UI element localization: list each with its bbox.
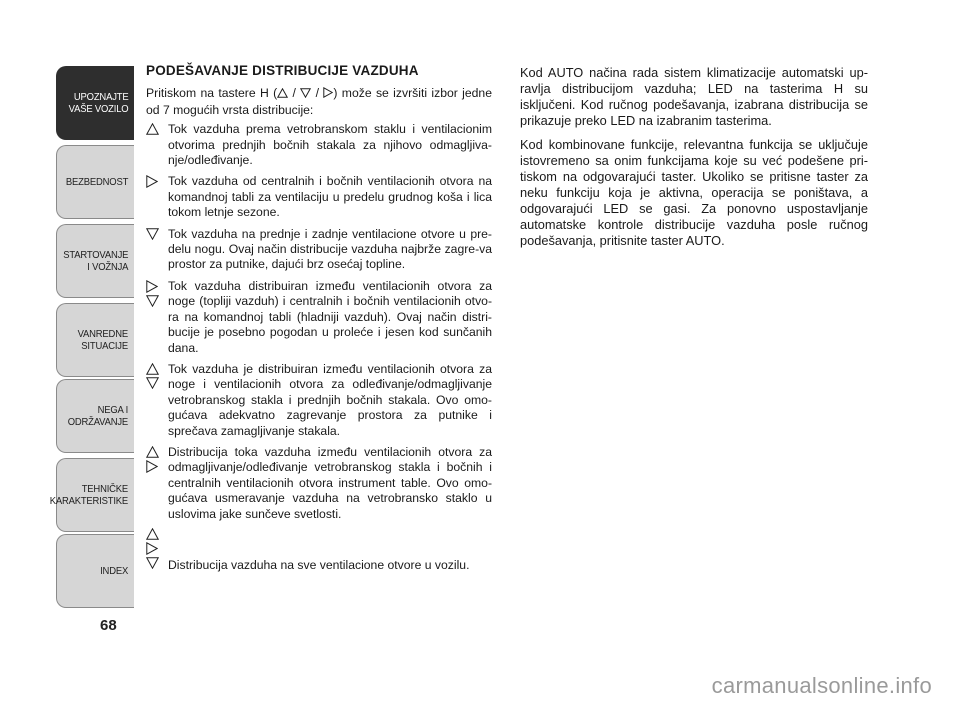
distribution-item-text: Tok vazduha na prednje i zadnje ventilacione otvore u pre-delu nogu. Ovaj način distribucije vazduha najbrže zagre-va prostor za putnike, dajući brz osećaj topline. [168, 226, 492, 272]
arrow-up-icon [146, 123, 159, 135]
chapter-tab-label: UPOZNAJTE VAŠE VOZILO [68, 90, 128, 115]
distribution-icons [146, 363, 160, 391]
chapter-tab-label: VANREDNE SITUACIJE [77, 327, 128, 352]
section-heading: PODEŠAVANJE DISTRIBUCIJE VAZDUHA [146, 63, 419, 78]
arrow-down-icon [300, 87, 311, 102]
right-column [520, 65, 868, 257]
right-paragraph: Kod kombinovane funkcije, relevantna funkcija se uključuje istovremeno sa onim funkcijama koje su već podešene pri-tiskom na odgovarajući taster. Ukoliko se pritisne taster za neku funkciju koja je aktivna, operacija se poništava, a odgovarajući LED se gasi. Za ponovno uspostavljanje automatske kontrole distribucije vazduha posle ručnog podešavanja, pritisnite taster AUTO. [520, 137, 868, 248]
distribution-item [146, 445, 492, 522]
watermark: carmanualsonline.info [711, 673, 932, 698]
distribution-icons [146, 175, 160, 190]
distribution-item [146, 122, 492, 168]
intro-text-after: ) može se izvršiti izbor jedne od 7 mogućih vrsta distribucije: [146, 86, 492, 117]
intro-text-before: Pritiskom na tastere H ( [146, 86, 278, 101]
chapter-tab-label: TEHNIČKE KARAKTERISTIKE [49, 482, 128, 507]
chapter-tab-2[interactable] [56, 145, 134, 219]
arrow-up-icon [146, 446, 159, 458]
distribution-item [146, 174, 492, 220]
chapter-tab-1[interactable] [56, 66, 134, 140]
intro-paragraph: Pritiskom na tastere H ( / / ) može se izvršiti izbor jedne od 7 mogućih vrsta distribucije: [146, 86, 492, 117]
left-column [146, 63, 492, 579]
distribution-icons [146, 228, 160, 242]
distribution-item [146, 362, 492, 439]
distribution-list [146, 122, 492, 573]
arrow-down-icon [146, 377, 159, 389]
distribution-item [146, 227, 492, 273]
distribution-item-text: Tok vazduha od centralnih i bočnih ventilacionih otvora na komandnoj tabli za ventilaciju u predelu grudnog koša i lica tokom letnje sezone. [168, 174, 492, 220]
chapter-tab-6[interactable] [49, 458, 134, 532]
chapter-tab-label: BEZBEDNOST [65, 175, 128, 188]
distribution-item-text: Tok vazduha prema vetrobranskom staklu i ventilacionim otvorima prednjih bočnih stakala za njihovo odmagljiva-nje/odleđivanje. [168, 122, 492, 168]
arrow-down-icon [146, 557, 159, 569]
chapter-tab-label: INDEX [100, 564, 128, 577]
right-paragraph: Kod AUTO načina rada sistem klimatizacije automatski up-ravlja distribucijom vazduha; LED na tasterima H su isključeni. Kod ručnog podešavanja, izabrana distribucija se prikazuje preko LED na izabranim tasterima. [520, 65, 868, 128]
chapter-tab-7[interactable] [56, 534, 134, 608]
distribution-item [146, 279, 492, 356]
distribution-item-text: Distribucija toka vazduha između ventilacionih otvora za odmagljivanje/odleđivanje vetrobranskog stakla i bočnih i centralnih ventilacionih otvora instrument table. Ovo omo-gućava usmeravanje vazduha na vetrobransko staklo u uslovima jake sunčeve svetlosti. [168, 444, 492, 521]
arrow-right-icon [146, 542, 158, 555]
chapter-tab-5[interactable] [56, 379, 134, 453]
distribution-icons [146, 528, 160, 571]
arrow-down-icon [146, 228, 159, 240]
chapter-tab-3[interactable] [56, 224, 134, 298]
arrow-right-icon [146, 280, 158, 293]
page-number: 68 [100, 617, 117, 634]
distribution-item-text: Tok vazduha je distribuiran između ventilacionih otvora za noge i ventilacionih otvora za odleđivanje/odmagljivanje vetrobranskog stakla i prednjih bočnih stakala. Ovo omo-gućava adekvatno zagrevanje prostora za putnike i sprečava zamagljivanje stakala. [168, 361, 492, 438]
arrow-up-icon [277, 87, 288, 102]
chapter-tab-label: NEGA I ODRŽAVANJE [67, 403, 128, 428]
chapter-tab-4[interactable] [56, 303, 134, 377]
arrow-up-icon [146, 363, 159, 375]
distribution-icons [146, 280, 160, 309]
arrow-up-icon [146, 528, 159, 540]
distribution-icons [146, 446, 160, 475]
distribution-item-text: Distribucija vazduha na sve ventilacione otvore u vozilu. [168, 557, 470, 572]
chapter-tab-label: STARTOVANJE I VOŽNJA [62, 248, 128, 273]
arrow-right-icon [323, 87, 333, 102]
distribution-item-text: Tok vazduha distribuiran između ventilacionih otvora za noge (topliji vazduh) i centralnih i bočnih ventilacionih otvo-ra na komandnoj tabli (hladniji vazduh). Ovaj način distri-bucije je posebno pogodan u proleće i jesen kod sunčanih dana. [168, 278, 492, 355]
arrow-down-icon [146, 295, 159, 307]
arrow-right-icon [146, 460, 158, 473]
distribution-icons [146, 123, 160, 137]
distribution-item [146, 528, 492, 573]
arrow-right-icon [146, 175, 158, 188]
